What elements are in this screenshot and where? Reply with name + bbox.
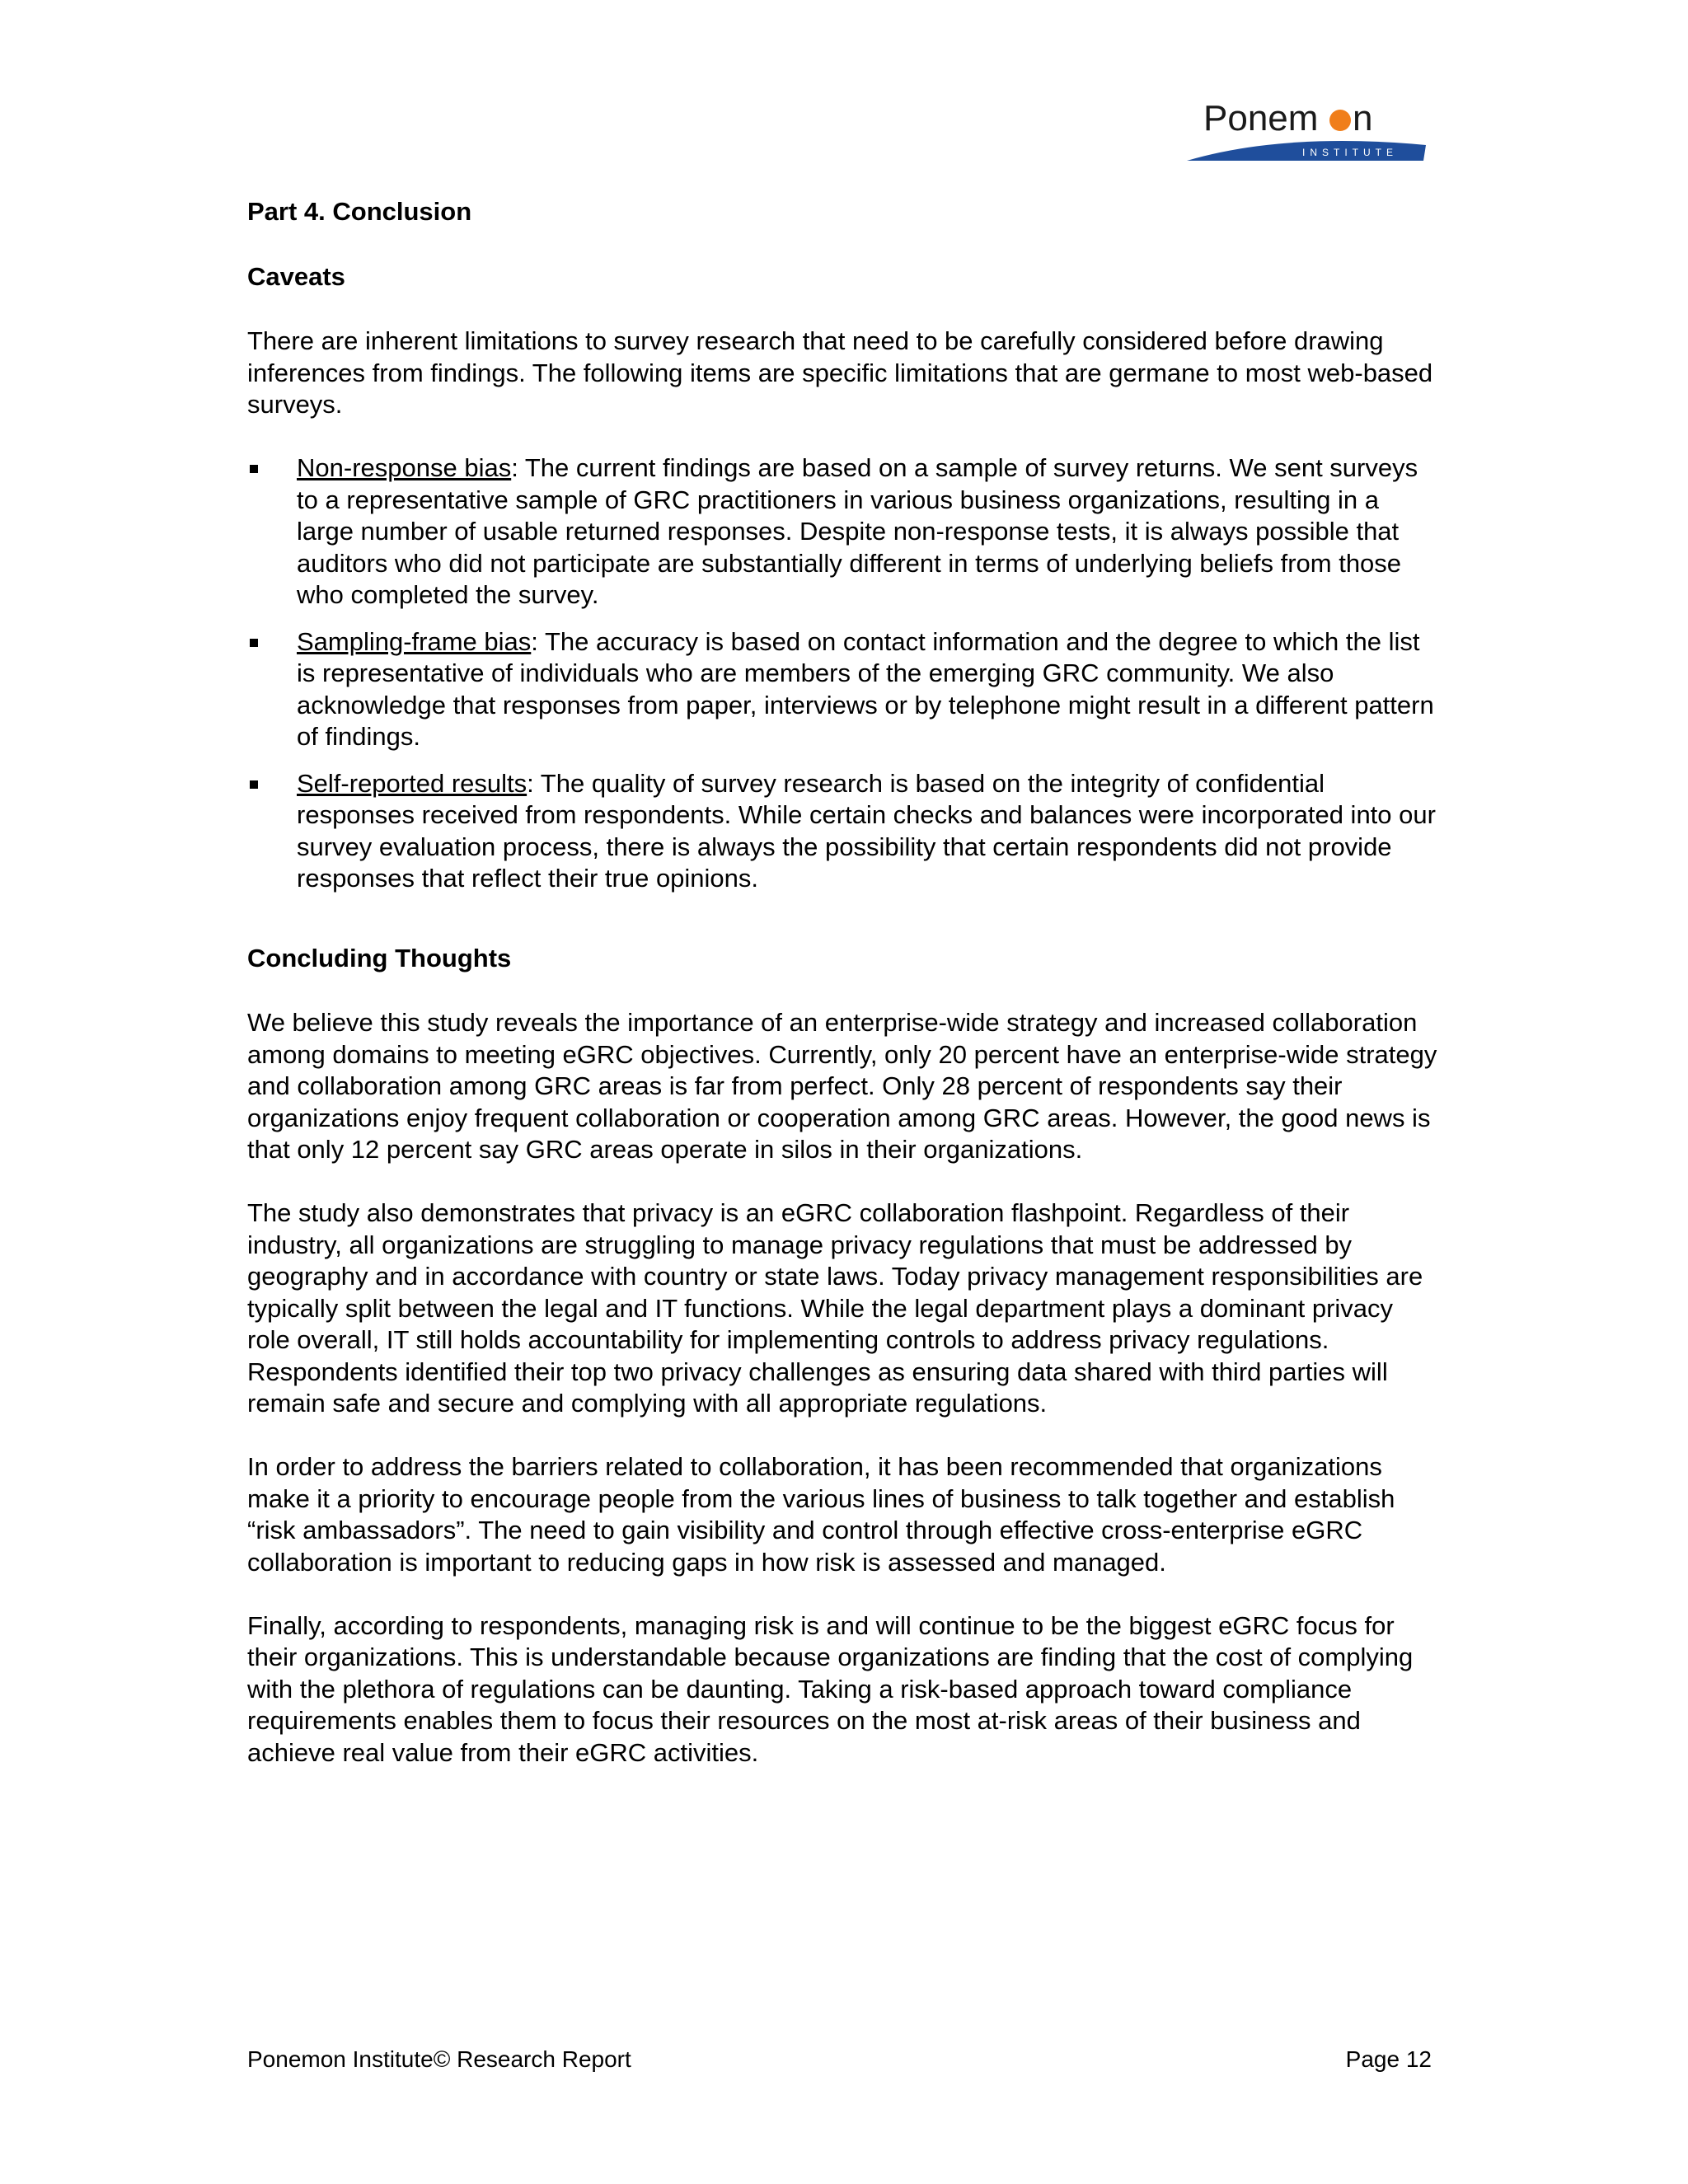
- part-heading: Part 4. Conclusion: [247, 197, 472, 226]
- caveats-list: [247, 452, 1438, 895]
- caveat-item-sampling-frame-bias: [247, 626, 1438, 753]
- concluding-paragraph: We believe this study reveals the importance of an enterprise-wide strategy and increased collaboration among domains to meeting eGRC objectives. Currently, only 20 percent have an enterprise-wide strategy and collaboration among GRC areas is far from perfect. Only 28 percent of respondents say their organizations enjoy frequent collaboration or cooperation among GRC areas. However, the good news is that only 12 percent say GRC areas operate in silos in their organizations.: [247, 1008, 1437, 1164]
- caveat-term: Self-reported results: [297, 768, 528, 798]
- caveat-term: Sampling-frame bias: [297, 626, 532, 656]
- logo-subtitle: INSTITUTE: [1302, 147, 1398, 158]
- caveats-intro-paragraph: There are inherent limitations to survey research that need to be carefully considered before drawing inferences from findings. The following items are specific limitations that are germane to most web-based surveys.: [247, 326, 1433, 419]
- caveat-term: Non-response bias: [297, 453, 512, 482]
- square-bullet-icon: [250, 780, 258, 789]
- logo-sun-icon: [1329, 110, 1351, 131]
- concluding-paragraph: In order to address the barriers related to collaboration, it has been recommended that organizations make it a priority to encourage people from the various lines of business to talk together and establish “risk ambassadors”. The need to gain visibility and control through effective cross-enterprise eGRC collaboration is important to reducing gaps in how risk is assessed and managed.: [247, 1452, 1395, 1577]
- caveats-heading: Caveats: [247, 261, 345, 291]
- concluding-paragraph: The study also demonstrates that privacy is an eGRC collaboration flashpoint. Regardless of their industry, all organizations are struggling to manage privacy regulations that must be addressed by geography and in accordance with country or state laws. Today privacy management responsibilities are typically split between the legal and IT functions. While the legal department plays a dominant privacy role overall, IT still holds accountability for implementing controls to address privacy regulations. Respondents identified their top two privacy challenges as ensuring data shared with third parties will remain safe and secure and complying with all appropriate regulations.: [247, 1198, 1423, 1418]
- logo-wordmark-right: n: [1353, 98, 1373, 138]
- square-bullet-icon: [250, 465, 258, 473]
- caveat-item-self-reported-results: [247, 768, 1438, 895]
- square-bullet-icon: [250, 639, 258, 647]
- ponemon-institute-logo: [1187, 96, 1434, 170]
- caveat-item-non-response-bias: [247, 452, 1438, 612]
- concluding-thoughts-heading: Concluding Thoughts: [247, 943, 512, 972]
- caveat-text: : The accuracy is based on contact information and the degree to which the list is representative of individuals who are members of the emerging GRC community. We also acknowledge that responses from paper, interviews or by telephone might result in a different pattern of findings.: [297, 626, 1434, 751]
- caveat-text: : The current findings are based on a sample of survey returns. We sent surveys to a representative sample of GRC practitioners in various business organizations, resulting in a large number of usable returned responses. Despite non-response tests, it is always possible that auditors who did not participate are substantially different in terms of underlying beliefs from those who completed the survey.: [297, 453, 1418, 609]
- footer-report-title: Ponemon Institute© Research Report: [247, 2046, 631, 2072]
- logo-wordmark-left: Ponem: [1203, 98, 1319, 138]
- footer-page-number: Page 12: [1345, 2046, 1432, 2072]
- caveat-text: : The quality of survey research is based on the integrity of confidential responses received from respondents. While certain checks and balances were incorporated into our survey evaluation process, there is always the possibility that certain respondents did not provide responses that reflect their true opinions.: [297, 768, 1436, 893]
- main-content: [247, 196, 1438, 1801]
- concluding-paragraph: Finally, according to respondents, managing risk is and will continue to be the biggest eGRC focus for their organizations. This is understandable because organizations are finding that the cost of complying with the plethora of regulations can be daunting. Taking a risk-based approach toward compliance requirements enables them to focus their resources on the most at-risk areas of their business and achieve real value from their eGRC activities.: [247, 1610, 1414, 1767]
